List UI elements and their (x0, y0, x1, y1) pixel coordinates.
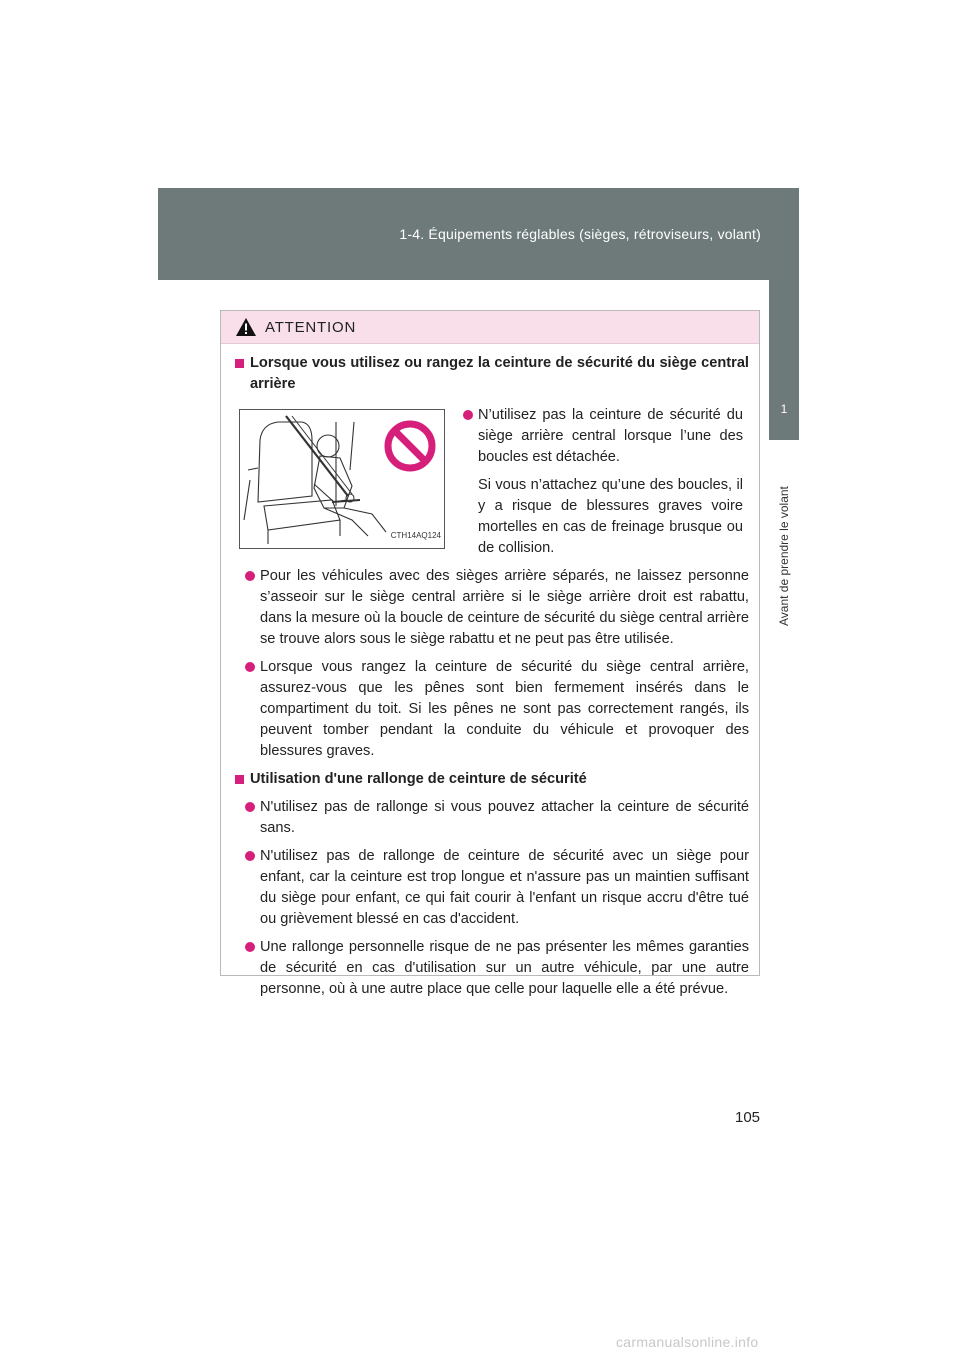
square-bullet-icon (235, 775, 244, 784)
side-tab (769, 280, 799, 440)
list-item: N'utilisez pas de rallonge si vous pouvez attacher la ceinture de sécurité sans. (245, 797, 749, 839)
illustration-note: Si vous n’attachez qu’une des boucles, il y a risque de blessures graves voire mortelles en cas de freinage brusque ou de collision. (478, 477, 743, 556)
dot-bullet-icon (245, 851, 255, 861)
seat-belt-illustration (239, 409, 445, 549)
side-tab-number: 1 (780, 402, 788, 416)
dot-bullet-icon (245, 662, 255, 672)
section-heading-center-belt: Lorsque vous utilisez ou rangez la ceinture de sécurité du siège central arrière (235, 353, 749, 395)
illustration-row (235, 405, 749, 559)
watermark: carmanualsonline.info (616, 1334, 759, 1350)
list-item: Pour les véhicules avec des sièges arrière séparés, ne laissez personne s’asseoir sur le siège central arrière si le siège arrière droit est rabattu, dans la mesure où la boucle de ceinture de sécurité du siège central arrière se trouve alors sous le siège rabattu et ne peut pas être utilisée. (245, 566, 749, 650)
page-number: 105 (735, 1109, 761, 1126)
warning-title: ATTENTION (265, 318, 357, 336)
section-heading-belt-extender: Utilisation d'une rallonge de ceinture de sécurité (235, 769, 749, 790)
list-item: Lorsque vous rangez la ceinture de sécurité du siège central arrière, assurez-vous que les pênes sont bien fermement insérés dans le compartiment du toit. Si les pênes ne sont pas correctement rangés, ils peuvent tomber pendant la conduite du véhicule et provoquer des blessures graves. (245, 657, 749, 762)
list-item: N’utilisez pas la ceinture de sécurité du siège arrière central lorsque l’une des boucles est détachée. (463, 405, 743, 468)
dot-bullet-icon (245, 802, 255, 812)
warning-header (221, 311, 759, 344)
illustration-code: CTH14AQ124 (390, 531, 441, 540)
list-item: N'utilisez pas de rallonge de ceinture de sécurité avec un siège pour enfant, car la ceinture est trop longue et n'assure pas un maintien suffisant du siège pour enfant, ce qui fait courir à l'enfant un risque accru d'être tué ou grièvement blessé en cas d'accident. (245, 846, 749, 930)
square-bullet-icon (235, 359, 244, 368)
dot-bullet-icon (245, 571, 255, 581)
side-tab-label: Avant de prendre le volant (777, 486, 791, 626)
chapter-title: 1-4. Équipements réglables (sièges, rétroviseurs, volant) (399, 226, 761, 242)
warning-box (220, 310, 760, 997)
list-item: Une rallonge personnelle risque de ne pas présenter les mêmes garanties de sécurité en cas d'utilisation sur un autre véhicule, par une autre personne, où à une autre place que celle pour laquelle elle a été prévue. (245, 937, 749, 1000)
warning-content (221, 343, 759, 997)
illustration-text (463, 405, 743, 559)
header-bar (158, 188, 799, 280)
dot-bullet-icon (245, 942, 255, 952)
dot-bullet-icon (463, 410, 473, 420)
warning-triangle-icon (235, 317, 257, 337)
